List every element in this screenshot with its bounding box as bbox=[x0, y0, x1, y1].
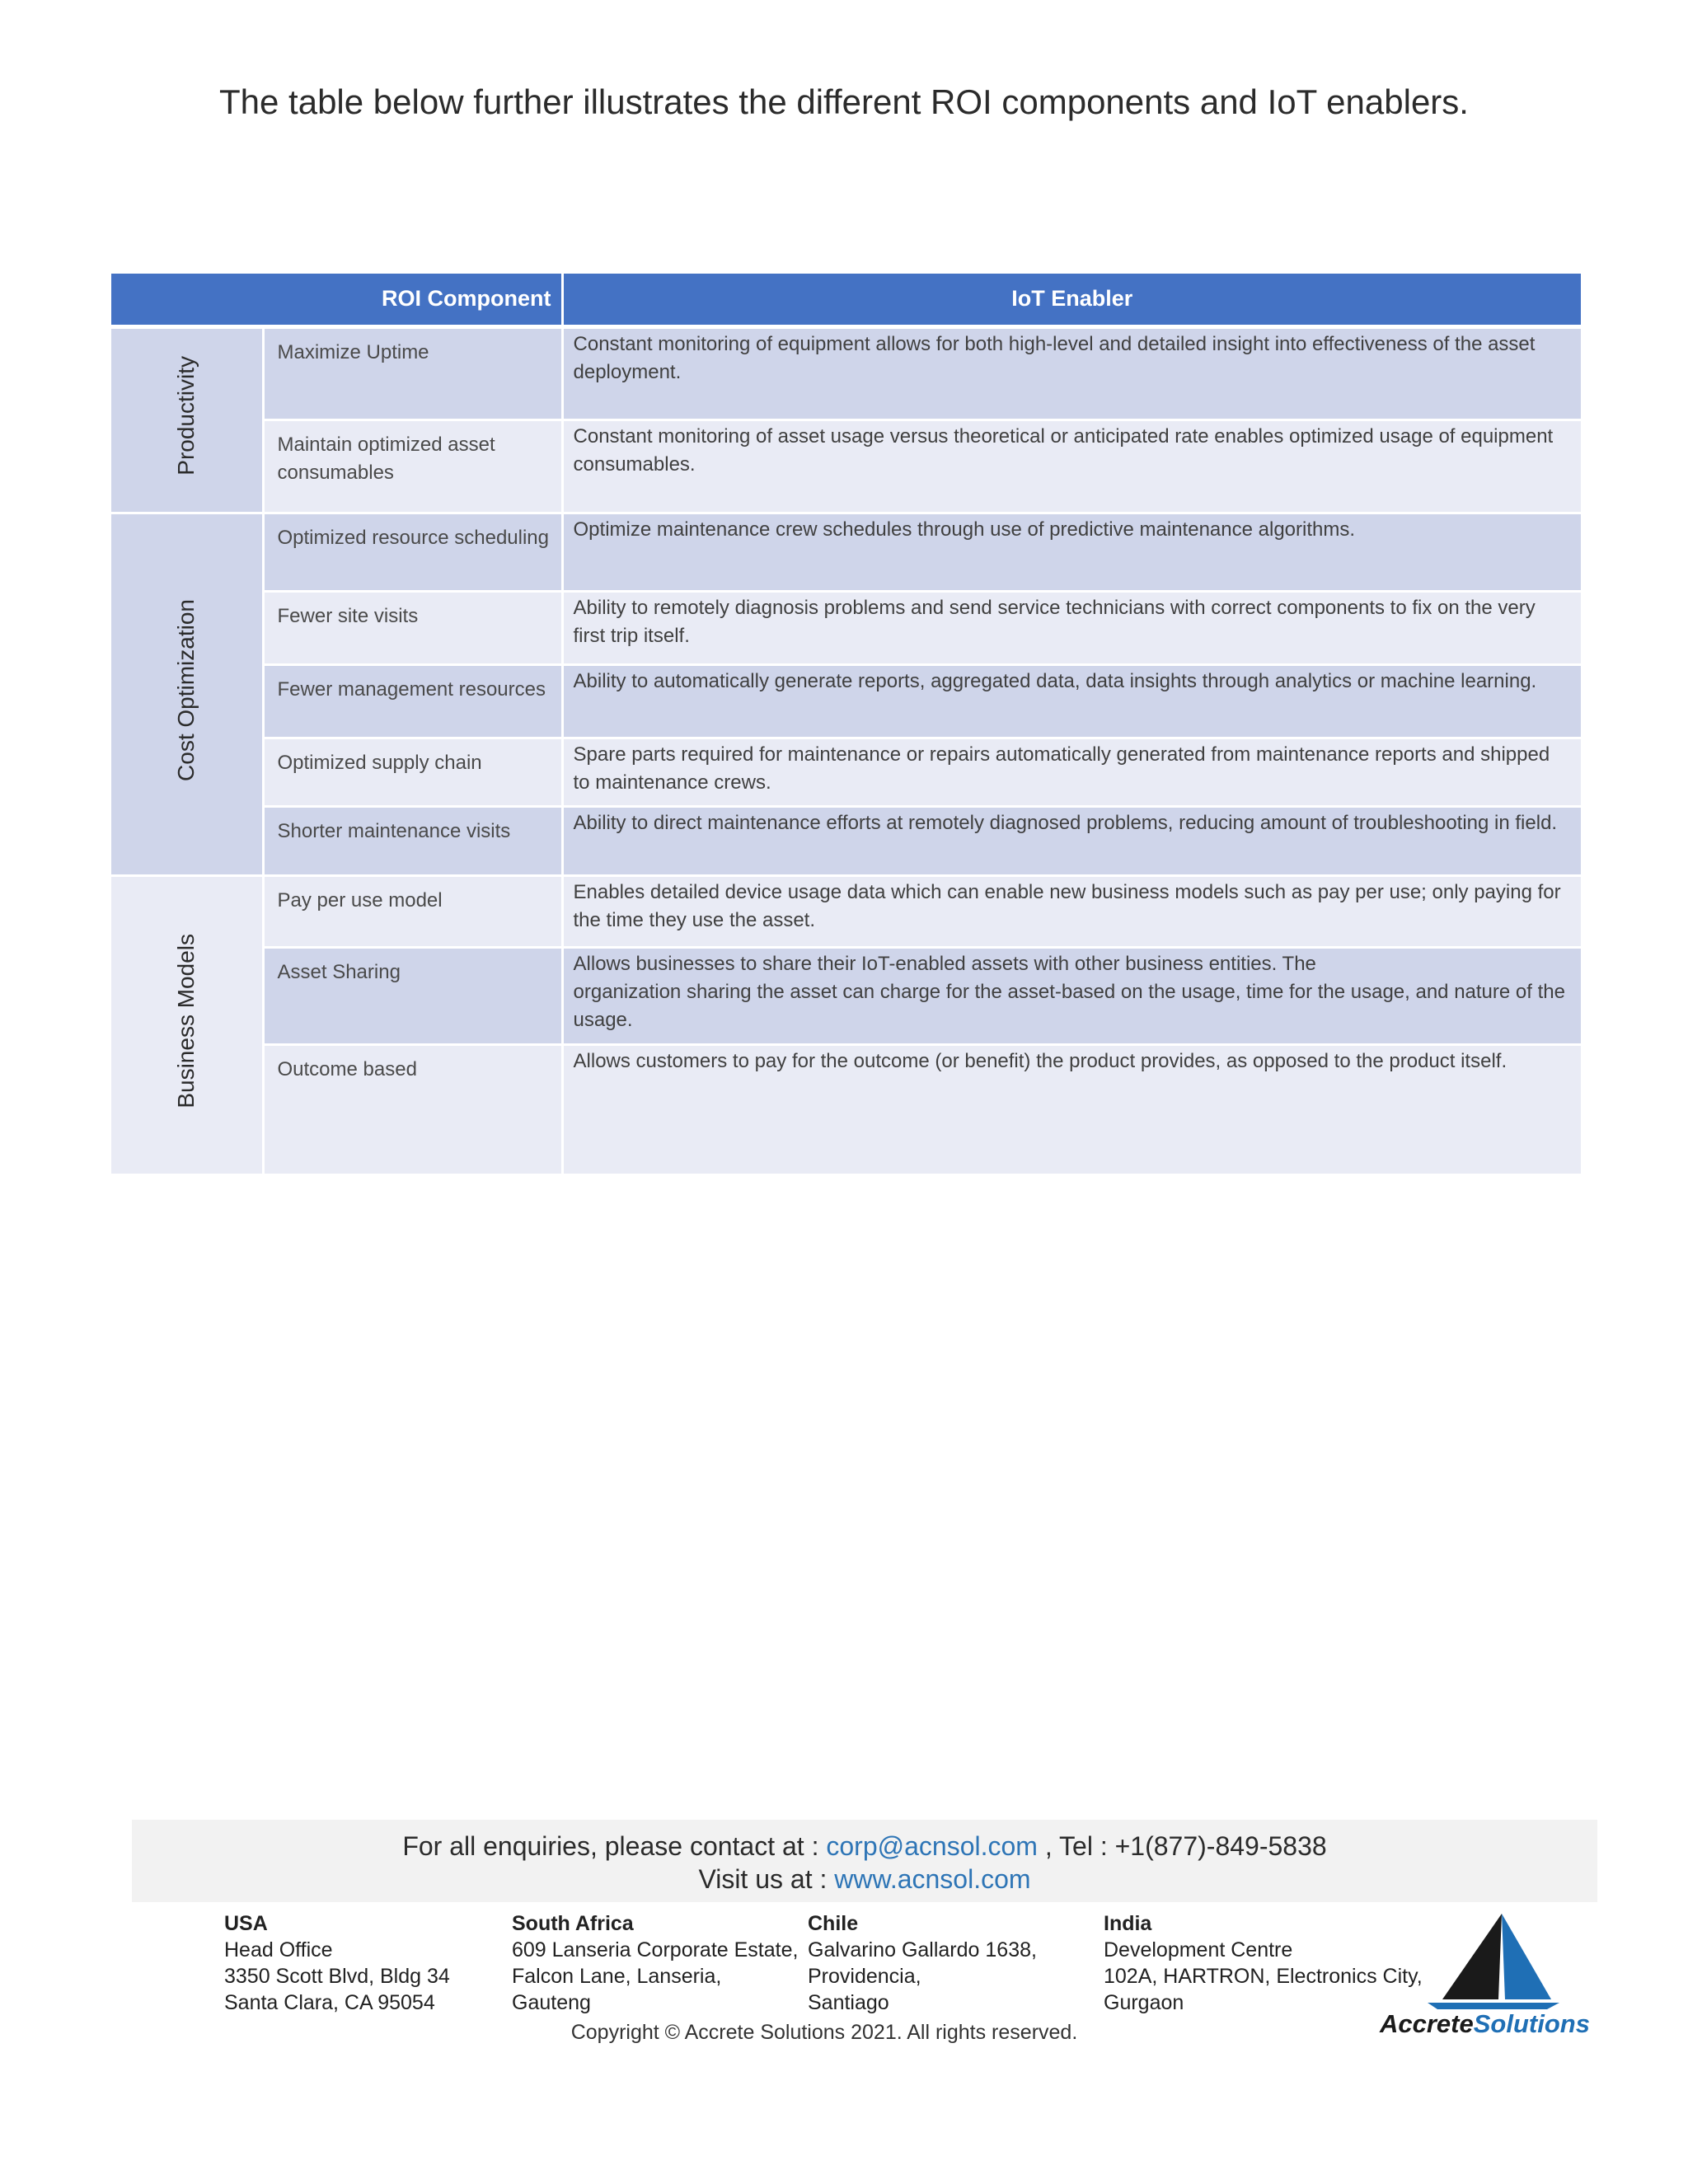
component-cell: Shorter maintenance visits bbox=[263, 806, 562, 875]
group-label: Business Models bbox=[173, 933, 199, 1108]
visit-prefix: Visit us at : bbox=[698, 1864, 835, 1894]
office-line: 3350 Scott Blvd, Bldg 34 bbox=[224, 1965, 450, 1988]
table-row bbox=[111, 513, 1581, 591]
table-row bbox=[111, 947, 1581, 1044]
table-row bbox=[111, 1044, 1581, 1174]
enabler-cell: Spare parts required for maintenance or repairs automatically generated from maintenance reports and shipped to maintenance crews. bbox=[562, 738, 1581, 806]
enabler-cell: Enables detailed device usage data which can enable new business models such as pay per use; only paying for the time they use the asset. bbox=[562, 875, 1581, 947]
roi-table bbox=[111, 274, 1581, 1176]
component-cell: Pay per use model bbox=[263, 875, 562, 947]
table-row bbox=[111, 738, 1581, 806]
logo-word-solutions: Solutions bbox=[1473, 2009, 1590, 2038]
component-cell: Asset Sharing bbox=[263, 947, 562, 1044]
enabler-cell: Allows customers to pay for the outcome (or benefit) the product provides, as opposed to the product itself. bbox=[562, 1044, 1581, 1174]
group-productivity bbox=[111, 326, 263, 513]
office-india bbox=[1104, 1910, 1423, 2016]
table-row bbox=[111, 664, 1581, 738]
office-line: Falcon Lane, Lanseria, bbox=[512, 1965, 722, 1988]
copyright-text: Copyright © Accrete Solutions 2021. All rights reserved. bbox=[570, 2021, 1078, 2044]
office-line: Gurgaon bbox=[1104, 1991, 1184, 2014]
office-usa bbox=[224, 1910, 450, 2016]
logo-word-accrete: Accrete bbox=[1380, 2009, 1474, 2038]
enabler-cell: Optimize maintenance crew schedules through use of predictive maintenance algorithms. bbox=[562, 513, 1581, 591]
enabler-line: organization sharing the asset can charge for the asset-based on the usage, time for the usage, and nature of the usage. bbox=[573, 980, 1565, 1031]
office-south-africa bbox=[512, 1910, 798, 2016]
office-line: 609 Lanseria Corporate Estate, bbox=[512, 1938, 799, 1961]
logo-wordmark bbox=[1379, 2009, 1590, 2038]
office-line: Development Centre bbox=[1104, 1938, 1293, 1961]
component-cell: Optimized supply chain bbox=[263, 738, 562, 806]
table-row bbox=[111, 326, 1581, 419]
office-line: 102A, HARTRON, Electronics City, bbox=[1104, 1965, 1423, 1988]
group-cost-optimization bbox=[111, 513, 263, 875]
office-country: South Africa bbox=[512, 1912, 634, 1935]
enabler-line: Allows businesses to share their IoT-enabled assets with other business entities. The bbox=[573, 952, 1316, 975]
component-cell: Outcome based bbox=[263, 1044, 562, 1174]
enabler-cell: Constant monitoring of asset usage versus theoretical or anticipated rate enables optimized usage of equipment consumables. bbox=[562, 419, 1581, 513]
logo-sail-dark bbox=[1442, 1914, 1502, 1999]
office-line: Gauteng bbox=[512, 1991, 591, 2014]
intro-paragraph: The table below further illustrates the different ROI components and IoT enablers. bbox=[219, 82, 1469, 121]
header-iot-enabler: IoT Enabler bbox=[562, 274, 1581, 326]
office-chile bbox=[808, 1910, 1037, 2016]
enabler-cell: Constant monitoring of equipment allows for both high-level and detailed insight into effectiveness of the asset deployment. bbox=[562, 326, 1581, 419]
enabler-cell bbox=[562, 947, 1581, 1044]
visit-line bbox=[132, 1863, 1597, 1896]
enquiry-line bbox=[132, 1830, 1597, 1863]
table-row bbox=[111, 806, 1581, 875]
logo-base bbox=[1428, 2003, 1559, 2009]
group-label: Productivity bbox=[173, 356, 199, 476]
telephone-text: , Tel : +1(877)-849-5838 bbox=[1037, 1831, 1327, 1861]
office-country: India bbox=[1104, 1912, 1152, 1935]
office-line: Galvarino Gallardo 1638, bbox=[808, 1938, 1037, 1961]
component-cell: Fewer site visits bbox=[263, 591, 562, 664]
table-header-row bbox=[111, 274, 1581, 326]
enabler-cell: Ability to direct maintenance efforts at remotely diagnosed problems, reducing amount of troubleshooting in field. bbox=[562, 806, 1581, 875]
component-cell: Fewer management resources bbox=[263, 664, 562, 738]
logo-sail-blue bbox=[1502, 1914, 1551, 1999]
enquiry-prefix: For all enquiries, please contact at : bbox=[402, 1831, 827, 1861]
office-line: Santa Clara, CA 95054 bbox=[224, 1991, 435, 2014]
enabler-cell: Ability to automatically generate reports, aggregated data, data insights through analytics or machine learning. bbox=[562, 664, 1581, 738]
enabler-cell: Ability to remotely diagnosis problems and send service technicians with correct components to fix on the very first trip itself. bbox=[562, 591, 1581, 664]
table-row bbox=[111, 419, 1581, 513]
component-cell: Maintain optimized asset consumables bbox=[263, 419, 562, 513]
table-row bbox=[111, 591, 1581, 664]
header-roi-component: ROI Component bbox=[111, 274, 562, 326]
group-business-models bbox=[111, 875, 263, 1174]
office-line: Providencia, bbox=[808, 1965, 921, 1988]
component-cell: Maximize Uptime bbox=[263, 326, 562, 419]
group-label: Cost Optimization bbox=[173, 598, 199, 781]
table-row bbox=[111, 875, 1581, 947]
website-link[interactable]: www.acnsol.com bbox=[834, 1864, 1031, 1894]
office-line: Head Office bbox=[224, 1938, 333, 1961]
component-cell: Optimized resource scheduling bbox=[263, 513, 562, 591]
office-country: USA bbox=[224, 1912, 268, 1935]
office-line: Santiago bbox=[808, 1991, 889, 2014]
accrete-solutions-logo bbox=[1378, 1910, 1590, 2038]
contact-band bbox=[132, 1820, 1597, 1902]
email-link[interactable]: corp@acnsol.com bbox=[826, 1831, 1038, 1861]
office-country: Chile bbox=[808, 1912, 859, 1935]
